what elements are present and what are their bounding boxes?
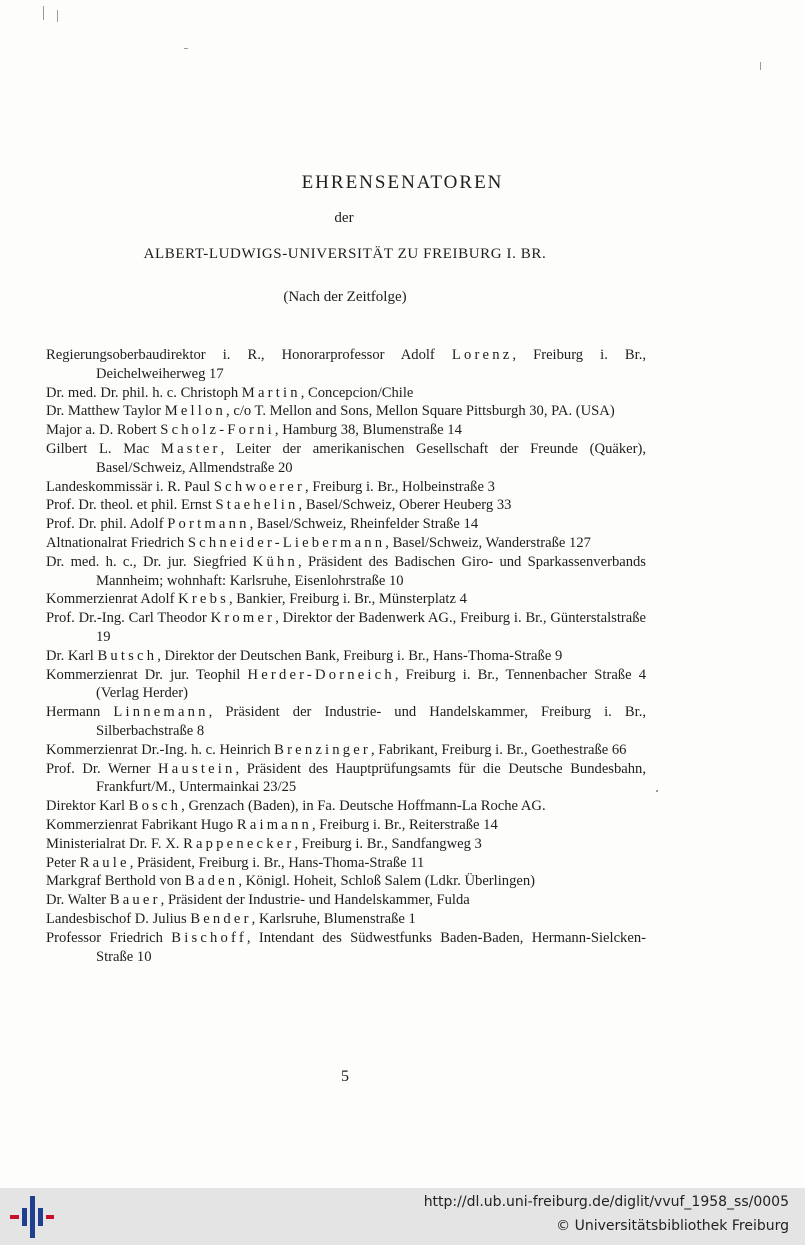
university-library-logo-icon bbox=[10, 1196, 54, 1238]
entry-details: , Bankier, Freiburg i. Br., Münsterplatz 4 bbox=[228, 591, 467, 608]
senator-entry bbox=[46, 891, 646, 910]
senator-entry bbox=[46, 647, 646, 666]
senator-entry bbox=[46, 553, 646, 591]
scan-mark bbox=[184, 48, 188, 49]
senator-surname: Bender bbox=[190, 910, 252, 927]
page-title: EHRENSENATOREN bbox=[301, 172, 504, 193]
entry-details: , Direktor der Badenwerk AG., Freiburg i. Br., Günterstalstraße 19 bbox=[96, 610, 646, 645]
order-note: (Nach der Zeitfolge) bbox=[283, 289, 407, 305]
senator-entry bbox=[46, 496, 646, 515]
page-number: 5 bbox=[341, 1068, 349, 1085]
entry-title-prefix: Dr. Matthew Taylor bbox=[46, 403, 165, 420]
entry-details: , Concepcion/Chile bbox=[300, 384, 414, 401]
senator-list bbox=[46, 346, 646, 966]
entry-title-prefix: Landeskommissär i. R. Paul bbox=[46, 478, 214, 495]
entry-details: , Basel/Schweiz, Wanderstraße 127 bbox=[385, 534, 591, 551]
entry-title-prefix: Altnationalrat Friedrich bbox=[46, 534, 188, 551]
scan-mark bbox=[656, 790, 658, 792]
senator-entry bbox=[46, 929, 646, 967]
senator-surname: Kühn bbox=[252, 553, 299, 570]
senator-surname: Schwoerer bbox=[213, 478, 306, 495]
senator-surname: Raule bbox=[79, 854, 130, 871]
senator-surname: Scholz-Forni bbox=[160, 422, 275, 439]
entry-details: , Freiburg i. Br., Holbeinstraße 3 bbox=[305, 478, 495, 495]
entry-details: , Leiter der amerikanischen Gesellschaft der Freunde (Quäker), Basel/Schweiz, Allmendstraße 20 bbox=[96, 440, 646, 476]
entry-title-prefix: Peter bbox=[46, 854, 80, 871]
senator-surname: Baden bbox=[185, 873, 239, 890]
senator-entry bbox=[46, 440, 646, 478]
senator-surname: Schneider-Liebermann bbox=[187, 534, 386, 551]
entry-details: , Königl. Hoheit, Schloß Salem (Ldkr. Überlingen) bbox=[238, 873, 536, 890]
entry-details: , Präsident, Freiburg i. Br., Hans-Thoma-Straße 11 bbox=[129, 854, 425, 871]
entry-details: , Freiburg i. Br., Reiterstraße 14 bbox=[311, 816, 498, 833]
senator-entry bbox=[46, 666, 646, 704]
entry-details: , Präsident der Industrie- und Handelskammer, Fulda bbox=[160, 892, 470, 909]
entry-title-prefix: Markgraf Berthold von bbox=[46, 873, 186, 890]
senator-entry bbox=[46, 872, 646, 891]
senator-entry bbox=[46, 421, 646, 440]
senator-surname: Raimann bbox=[236, 816, 312, 833]
senator-entry bbox=[46, 910, 646, 929]
entry-title-prefix: Prof. Dr. phil. Adolf bbox=[46, 516, 168, 533]
senator-entry bbox=[46, 478, 646, 497]
entry-title-prefix: Major a. D. Robert bbox=[46, 422, 161, 439]
copyright-notice: © Universitätsbibliothek Freiburg bbox=[556, 1218, 789, 1234]
entry-details: , Direktor der Deutschen Bank, Freiburg i. Br., Hans-Thoma-Straße 9 bbox=[157, 647, 563, 664]
scan-mark bbox=[760, 62, 761, 70]
entry-title-prefix: Kommerzienrat Fabrikant Hugo bbox=[46, 816, 237, 833]
senator-surname: Lorenz bbox=[451, 347, 513, 363]
senator-surname: Bosch bbox=[128, 798, 182, 815]
entry-title-prefix: Gilbert L. Mac bbox=[46, 440, 161, 457]
library-footer bbox=[0, 1188, 805, 1245]
entry-details: , Freiburg i. Br., Sandfangweg 3 bbox=[294, 835, 482, 852]
senator-entry bbox=[46, 590, 646, 609]
entry-title-prefix: Dr. med. Dr. phil. h. c. Christoph bbox=[46, 384, 242, 401]
entry-title-prefix: Prof. Dr. Werner bbox=[46, 760, 159, 777]
entry-details: , Grenzach (Baden), in Fa. Deutsche Hoffmann-La Roche AG. bbox=[181, 798, 546, 815]
entry-details: , Intendant des Südwestfunks Baden-Baden, Hermann-Sielcken-Straße 10 bbox=[96, 929, 646, 965]
entry-title-prefix: Ministerialrat Dr. F. X. bbox=[46, 835, 184, 852]
senator-surname: Linnemann bbox=[113, 704, 209, 721]
entry-title-prefix: Prof. Dr. theol. et phil. Ernst bbox=[46, 497, 216, 514]
senator-entry bbox=[46, 402, 646, 421]
senator-surname: Haustein bbox=[158, 760, 236, 777]
senator-surname: Portmann bbox=[167, 516, 250, 533]
senator-entry bbox=[46, 515, 646, 534]
senator-entry bbox=[46, 741, 646, 760]
senator-surname: Rappenecker bbox=[183, 835, 295, 852]
senator-entry bbox=[46, 346, 646, 384]
entry-details: , c/o T. Mellon and Sons, Mellon Square Pittsburgh 30, PA. (USA) bbox=[226, 403, 615, 420]
scan-mark bbox=[43, 6, 44, 20]
senator-surname: Bauer bbox=[109, 892, 161, 909]
entry-details: , Karlsruhe, Blumenstraße 1 bbox=[251, 910, 416, 927]
university-name: ALBERT-LUDWIGS-UNIVERSITÄT ZU FREIBURG I. BR. bbox=[143, 246, 547, 262]
entry-title-prefix: Dr. Karl bbox=[46, 647, 98, 664]
senator-entry bbox=[46, 760, 646, 798]
senator-surname: Mellon bbox=[164, 403, 227, 420]
senator-surname: Butsch bbox=[97, 647, 158, 664]
senator-entry bbox=[46, 816, 646, 835]
entry-title-prefix: Landesbischof D. Julius bbox=[46, 910, 191, 927]
subtitle-der: der bbox=[334, 210, 354, 226]
entry-details: , Fabrikant, Freiburg i. Br., Goethestraße 66 bbox=[371, 741, 627, 758]
senator-surname: Martin bbox=[241, 384, 301, 401]
senator-entry bbox=[46, 835, 646, 854]
document-url-link[interactable]: http://dl.ub.uni-freiburg.de/diglit/vvuf_1958_ss/0005 bbox=[423, 1194, 789, 1210]
entry-title-prefix: Professor Friedrich bbox=[46, 929, 172, 946]
senator-entry bbox=[46, 854, 646, 873]
senator-surname: Krebs bbox=[178, 591, 229, 608]
entry-title-prefix: Hermann bbox=[46, 704, 114, 721]
entry-details: , Präsident des Hauptprüfungsamts für die Deutsche Bundesbahn, Frankfurt/M., Untermainkai 23/25 bbox=[96, 760, 646, 796]
entry-title-prefix: Dr. med. h. c., Dr. jur. Siegfried bbox=[46, 553, 253, 570]
senator-entry bbox=[46, 384, 646, 403]
scan-mark bbox=[57, 10, 58, 22]
entry-title-prefix: Kommerzienrat Adolf bbox=[46, 591, 179, 608]
entry-title-prefix: Kommerzienrat Dr.-Ing. h. c. Heinrich bbox=[46, 741, 275, 758]
entry-title-prefix: Prof. Dr.-Ing. Carl Theodor bbox=[46, 610, 211, 627]
senator-entry bbox=[46, 797, 646, 816]
senator-surname: Herder-Dorneich bbox=[247, 666, 395, 683]
entry-title-prefix: Kommerzienrat Dr. jur. Teophil bbox=[46, 666, 248, 683]
entry-title-prefix: Direktor Karl bbox=[46, 798, 129, 815]
entry-details: , Basel/Schweiz, Oberer Heuberg 33 bbox=[298, 497, 512, 514]
entry-details: , Hamburg 38, Blumenstraße 14 bbox=[274, 422, 462, 439]
senator-surname: Kromer bbox=[210, 610, 276, 627]
entry-details: , Präsident des Badischen Giro- und Sparkassenverbands Mannheim; wohnhaft: Karlsruhe, Eisenlohrstraße 10 bbox=[96, 553, 646, 589]
senator-surname: Brenzinger bbox=[274, 741, 371, 758]
senator-entry bbox=[46, 534, 646, 553]
senator-surname: Master bbox=[160, 440, 221, 457]
senator-surname: Bischoff bbox=[171, 929, 247, 946]
entry-details: , Basel/Schweiz, Rheinfelder Straße 14 bbox=[249, 516, 479, 533]
senator-surname: Staehelin bbox=[215, 497, 299, 514]
senator-entry bbox=[46, 703, 646, 741]
entry-details: , Präsident der Industrie- und Handelskammer, Freiburg i. Br., Silberbachstraße 8 bbox=[96, 704, 646, 739]
entry-title-prefix: Dr. Walter bbox=[46, 892, 110, 909]
entry-title-prefix: Regierungsoberbaudirektor i. R., Honorarprofessor Adolf bbox=[46, 347, 452, 363]
entry-details: , Freiburg i. Br., Tennenbacher Straße 4 (Verlag Herder) bbox=[96, 666, 646, 702]
entry-details: , Freiburg i. Br., Deichelweiherweg 17 bbox=[96, 347, 646, 382]
senator-entry bbox=[46, 609, 646, 647]
